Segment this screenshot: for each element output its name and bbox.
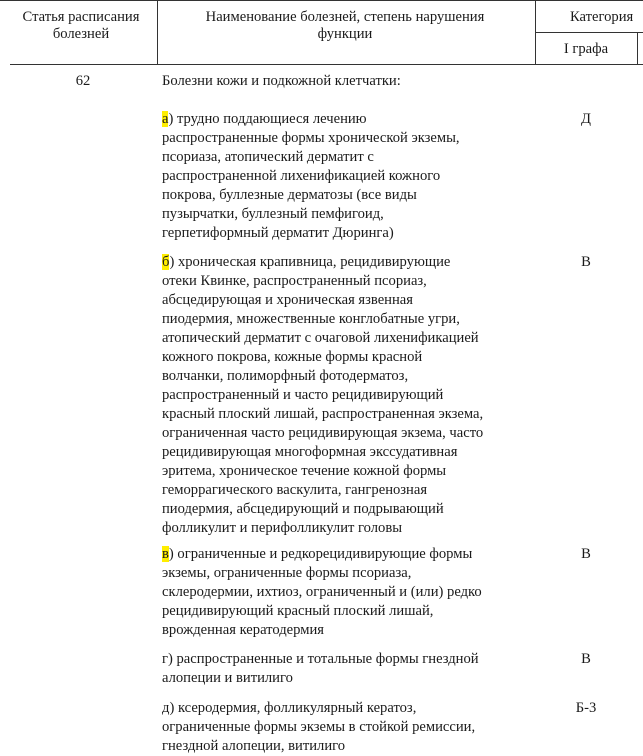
item-category: В	[581, 546, 591, 562]
item-line: ограниченные формы экземы в стойкой ремиссии,	[162, 719, 476, 735]
item-line: распространенной лихенификацией кожного	[162, 168, 441, 184]
item-line: распространенный и часто рецидивирующий	[162, 387, 444, 403]
header-article: Статья расписания болезней	[22, 9, 140, 42]
item-line: пиодермия, множественные конглобатные угри,	[162, 311, 460, 327]
item-line: рецидивирующая многоформная экссудативная	[162, 444, 458, 460]
item-line: г) распространенные и тотальные формы гнездной	[162, 651, 479, 667]
disease-item-а	[162, 110, 534, 243]
header-name: Наименование болезней, степень нарушения функции	[205, 9, 485, 42]
item-category: Д	[581, 111, 591, 127]
category-subheader-border	[535, 32, 643, 33]
header-column-1: I графа	[563, 41, 609, 57]
column-divider-1	[157, 0, 158, 64]
header-category: Категория	[570, 9, 634, 25]
item-category: В	[581, 651, 591, 667]
item-line: пиодермия, абсцедирующий и подрывающий	[162, 501, 444, 517]
disease-item-г	[162, 650, 534, 688]
item-line: а) трудно поддающиеся лечению	[162, 111, 367, 127]
item-line: эритема, хроническое течение кожной формы	[162, 463, 447, 479]
item-letter: г	[162, 651, 168, 667]
header-bottom-border	[10, 64, 643, 65]
item-line: отеки Квинке, распространенный псориаз,	[162, 273, 427, 289]
table-top-border	[0, 0, 643, 1]
disease-item-в	[162, 545, 534, 640]
item-line: герпетиформный дерматит Дюринга)	[162, 225, 394, 241]
item-category: Б-3	[575, 700, 597, 716]
disease-item-б	[162, 253, 534, 538]
item-line: геморрагического васкулита, гангренозная	[162, 482, 428, 498]
item-line: склеродермии, ихтиоз, ограниченный и (или) редко	[162, 584, 482, 600]
item-line: б) хроническая крапивница, рецидивирующие	[162, 254, 451, 270]
item-line: рецидивирующий красный плоский лишай,	[162, 603, 434, 619]
item-line: волчанки, полиморфный фотодерматоз,	[162, 368, 409, 384]
item-category: В	[581, 254, 591, 270]
article-number: 62	[75, 73, 91, 89]
item-line: в) ограниченные и редкорецидивирующие формы	[162, 546, 473, 562]
item-line: пузырчатки, буллезный пемфигоид,	[162, 206, 384, 222]
item-line: красный плоский лишай, распространенная экзема,	[162, 406, 484, 422]
item-line: кожного покрова, кожные формы красной	[162, 349, 423, 365]
item-line: алопеции и витилиго	[162, 670, 293, 686]
item-line: атопический дерматит с очаговой лихенификацией	[162, 330, 479, 346]
column-divider-2	[535, 0, 536, 64]
item-letter: в	[162, 546, 169, 562]
item-line: экземы, ограниченные формы псориаза,	[162, 565, 412, 581]
item-line: абсцедирующая и хроническая язвенная	[162, 292, 413, 308]
section-title: Болезни кожи и подкожной клетчатки:	[162, 73, 401, 89]
item-line: псориаза, атопический дерматит с	[162, 149, 374, 165]
item-line: гнездной алопеции, витилиго	[162, 738, 346, 754]
item-letter: д	[162, 700, 170, 716]
item-letter: а	[162, 111, 169, 127]
item-line: д) ксеродермия, фолликулярный кератоз,	[162, 700, 417, 716]
item-line: покрова, буллезные дерматозы (все виды	[162, 187, 417, 203]
disease-item-д	[162, 699, 534, 756]
column-divider-3	[637, 32, 638, 64]
item-line: фолликулит и перифолликулит головы	[162, 520, 403, 536]
item-line: ограниченная часто рецидивирующая экзема, часто	[162, 425, 484, 441]
item-line: врожденная кератодермия	[162, 622, 324, 638]
item-letter: б	[162, 254, 170, 270]
item-line: распространенные формы хронической экземы,	[162, 130, 460, 146]
